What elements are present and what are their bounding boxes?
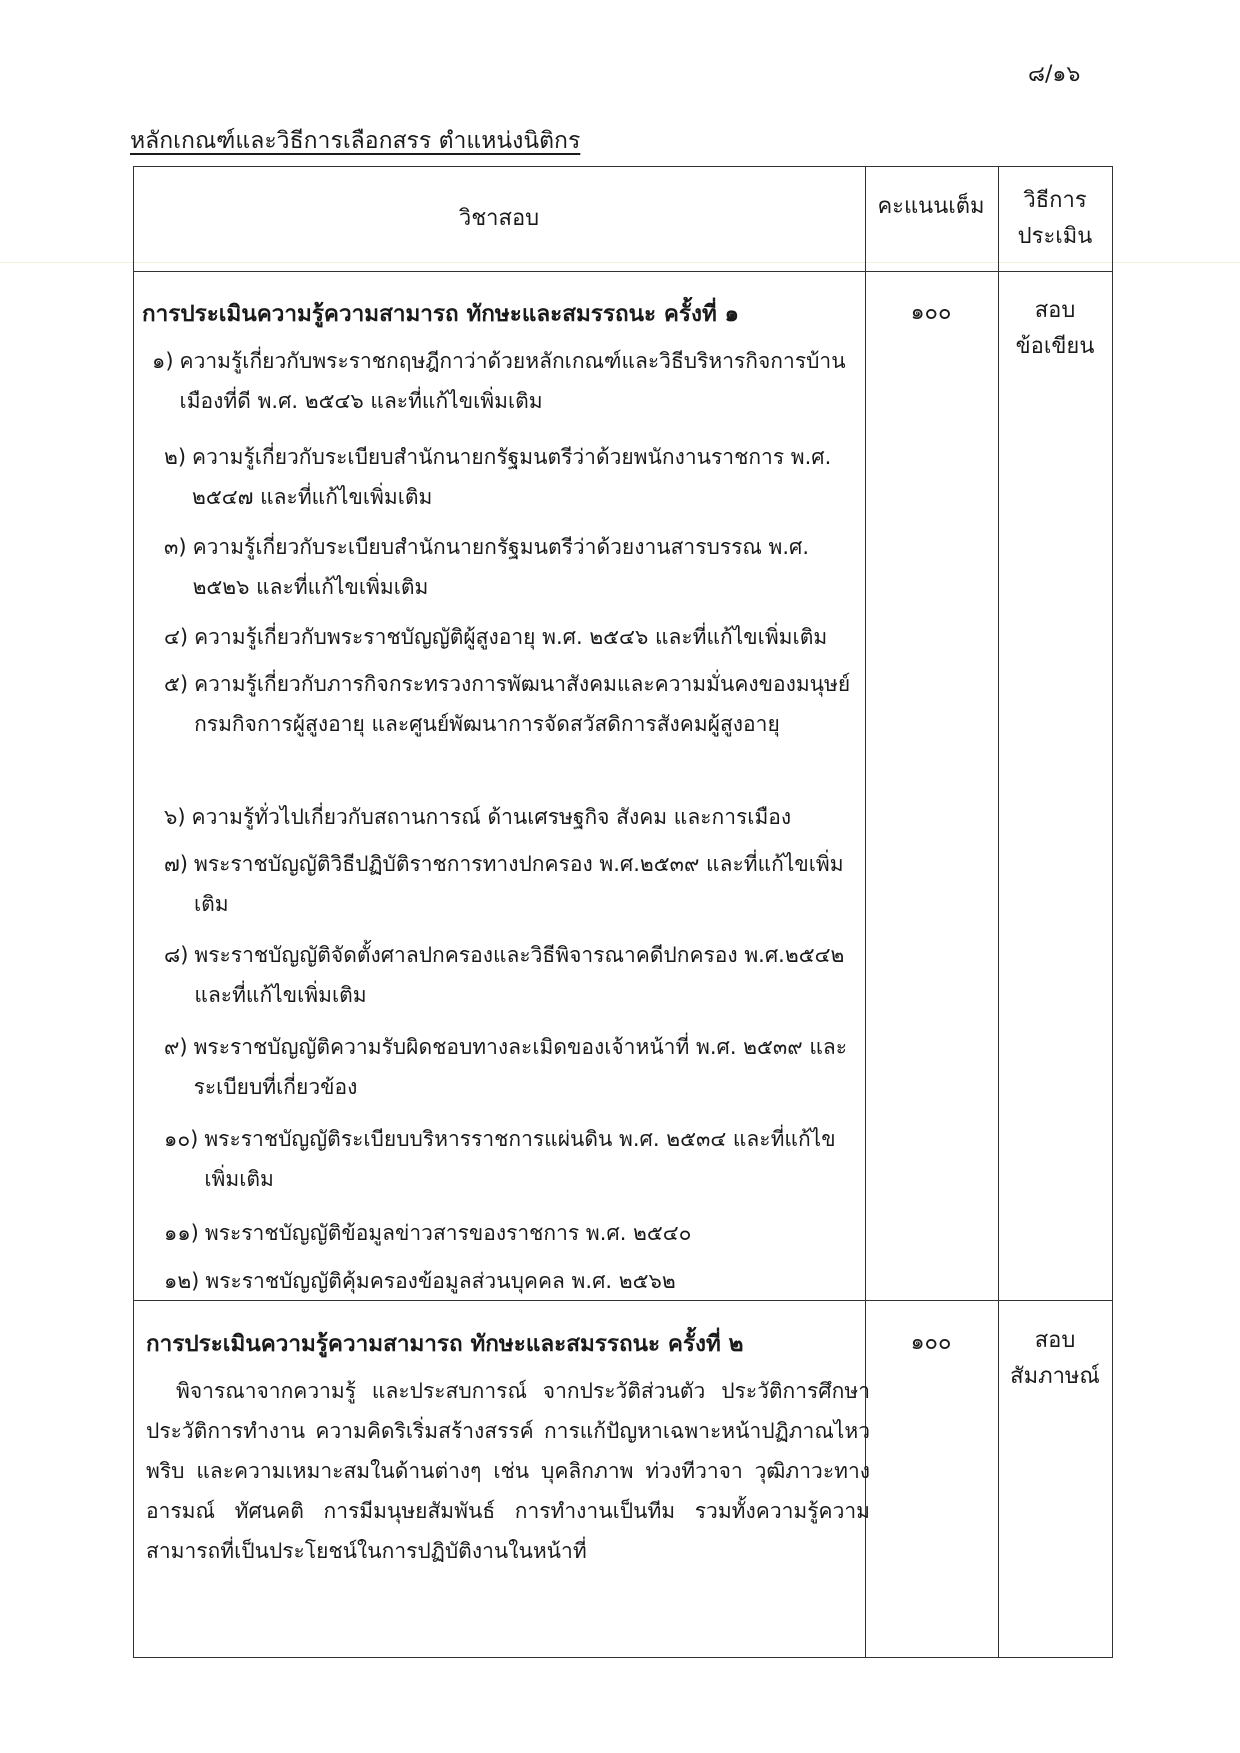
item-number: ๕) <box>164 672 189 696</box>
item-number: ๑) <box>152 349 174 373</box>
item-number: ๓) <box>164 535 187 559</box>
header-method <box>998 183 1112 255</box>
section1-method-line2: ข้อเขียน <box>1015 334 1095 359</box>
page-heading: หลักเกณฑ์และวิธีการเลือกสรร ตำแหน่งนิติกร <box>130 128 581 154</box>
item-text: พระราชบัญญัติวิธีปฏิบัติราชการทางปกครอง พ.ศ.๒๕๓๙ และที่แก้ไขเพิ่มเติม <box>193 852 844 916</box>
item-text: ความรู้เกี่ยวกับระเบียบสำนักนายกรัฐมนตรีว่าด้วยงานสารบรรณ พ.ศ. ๒๕๒๖ และที่แก้ไขเพิ่มเติม <box>192 535 810 599</box>
item-number: ๒) <box>164 445 187 469</box>
section2-method <box>998 1323 1112 1395</box>
selection-criteria-table <box>133 166 1113 1658</box>
list-item <box>164 1027 854 1107</box>
item-number: ๘) <box>164 943 189 967</box>
section1-method-line1: สอบ <box>1034 298 1076 323</box>
item-number: ๑๑) <box>164 1221 199 1245</box>
item-number: ๔) <box>164 625 189 649</box>
list-item <box>164 437 854 517</box>
header-method-line2: ประเมิน <box>1017 224 1093 249</box>
list-item <box>164 664 854 744</box>
header-score: คะแนนเต็ม <box>877 194 985 219</box>
section2-score: ๑๐๐ <box>910 1330 952 1355</box>
section1-title: การประเมินความรู้ความสามารถ ทักษะและสมรรถนะ ครั้งที่ ๑ <box>142 301 739 327</box>
item-text: ความรู้ทั่วไปเกี่ยวกับสถานการณ์ ด้านเศรษฐกิจ สังคม และการเมือง <box>191 805 792 829</box>
list-item <box>164 1261 854 1301</box>
list-item <box>164 935 854 1015</box>
list-item <box>164 844 854 924</box>
item-number: ๑๐) <box>164 1127 199 1151</box>
list-item <box>152 341 852 421</box>
item-text: ความรู้เกี่ยวกับพระราชกฤษฎีกาว่าด้วยหลักเกณฑ์และวิธีบริหารกิจการบ้านเมืองที่ดี พ.ศ. ๒๕๔๖ และที่แก้ไขเพิ่มเติม <box>179 349 846 413</box>
header-method-line1: วิธีการ <box>1023 188 1087 213</box>
list-item <box>164 617 864 657</box>
section2-description: พิจารณาจากความรู้ และประสบการณ์ จากประวัติส่วนตัว ประวัติการศึกษา ประวัติการทำงาน ความคิดริเริ่มสร้างสรรค์ การแก้ปัญหาเฉพาะหน้าปฏิภาณไหวพริบ และความเหมาะสมในด้านต่างๆ เช่น บุคลิกภาพ ท่วงทีวาจา วุฒิภาวะทางอารมณ์ ทัศนคติ การมีมนุษยสัมพันธ์ การทำงานเป็นทีม รวมทั้งความรู้ความสามารถที่เป็นประโยชน์ในการปฏิบัติงานในหน้าที่ <box>146 1379 870 1563</box>
column-divider <box>998 167 999 1657</box>
item-text: ความรู้เกี่ยวกับพระราชบัญญัติผู้สูงอายุ พ.ศ. ๒๕๔๖ และที่แก้ไขเพิ่มเติม <box>194 625 828 649</box>
item-text: พระราชบัญญัติความรับผิดชอบทางละเมิดของเจ้าหน้าที่ พ.ศ. ๒๕๓๙ และระเบียบที่เกี่ยวข้อง <box>193 1035 848 1099</box>
row-divider <box>134 271 1112 272</box>
section1-method <box>998 293 1112 365</box>
item-number: ๙) <box>164 1035 188 1059</box>
section2-title: การประเมินความรู้ความสามารถ ทักษะและสมรรถนะ ครั้งที่ ๒ <box>146 1331 744 1357</box>
item-text: พระราชบัญญัติระเบียบบริหารราชการแผ่นดิน พ.ศ. ๒๕๓๔ และที่แก้ไขเพิ่มเติม <box>204 1127 836 1191</box>
item-text: พระราชบัญญัติข้อมูลข่าวสารของราชการ พ.ศ. ๒๕๔๐ <box>204 1221 692 1245</box>
header-subject: วิชาสอบ <box>458 206 540 231</box>
list-item <box>164 797 854 837</box>
page-number: ๘/๑๖ <box>1028 62 1081 87</box>
section1-score: ๑๐๐ <box>910 300 952 325</box>
item-text: ความรู้เกี่ยวกับระเบียบสำนักนายกรัฐมนตรีว่าด้วยพนักงานราชการ พ.ศ. ๒๕๔๗ และที่แก้ไขเพิ่มเติม <box>192 445 832 509</box>
item-number: ๗) <box>164 852 188 876</box>
list-item <box>164 1119 854 1199</box>
item-text: พระราชบัญญัติคุ้มครองข้อมูลส่วนบุคคล พ.ศ. ๒๕๖๒ <box>205 1269 676 1293</box>
item-text: ความรู้เกี่ยวกับภารกิจกระทรวงการพัฒนาสังคมและความมั่นคงของมนุษย์ กรมกิจการผู้สูงอายุ และศูนย์พัฒนาการจัดสวัสดิการสังคมผู้สูงอายุ <box>194 672 851 736</box>
item-number: ๖) <box>164 805 186 829</box>
item-number: ๑๒) <box>164 1269 200 1293</box>
list-item <box>164 1213 854 1253</box>
section2-method-line1: สอบ <box>1034 1328 1076 1353</box>
section2-method-line2: สัมภาษณ์ <box>1010 1364 1100 1389</box>
item-text: พระราชบัญญัติจัดตั้งศาลปกครองและวิธีพิจารณาคดีปกครอง พ.ศ.๒๕๔๒ และที่แก้ไขเพิ่มเติม <box>194 943 845 1007</box>
list-item <box>164 527 854 607</box>
